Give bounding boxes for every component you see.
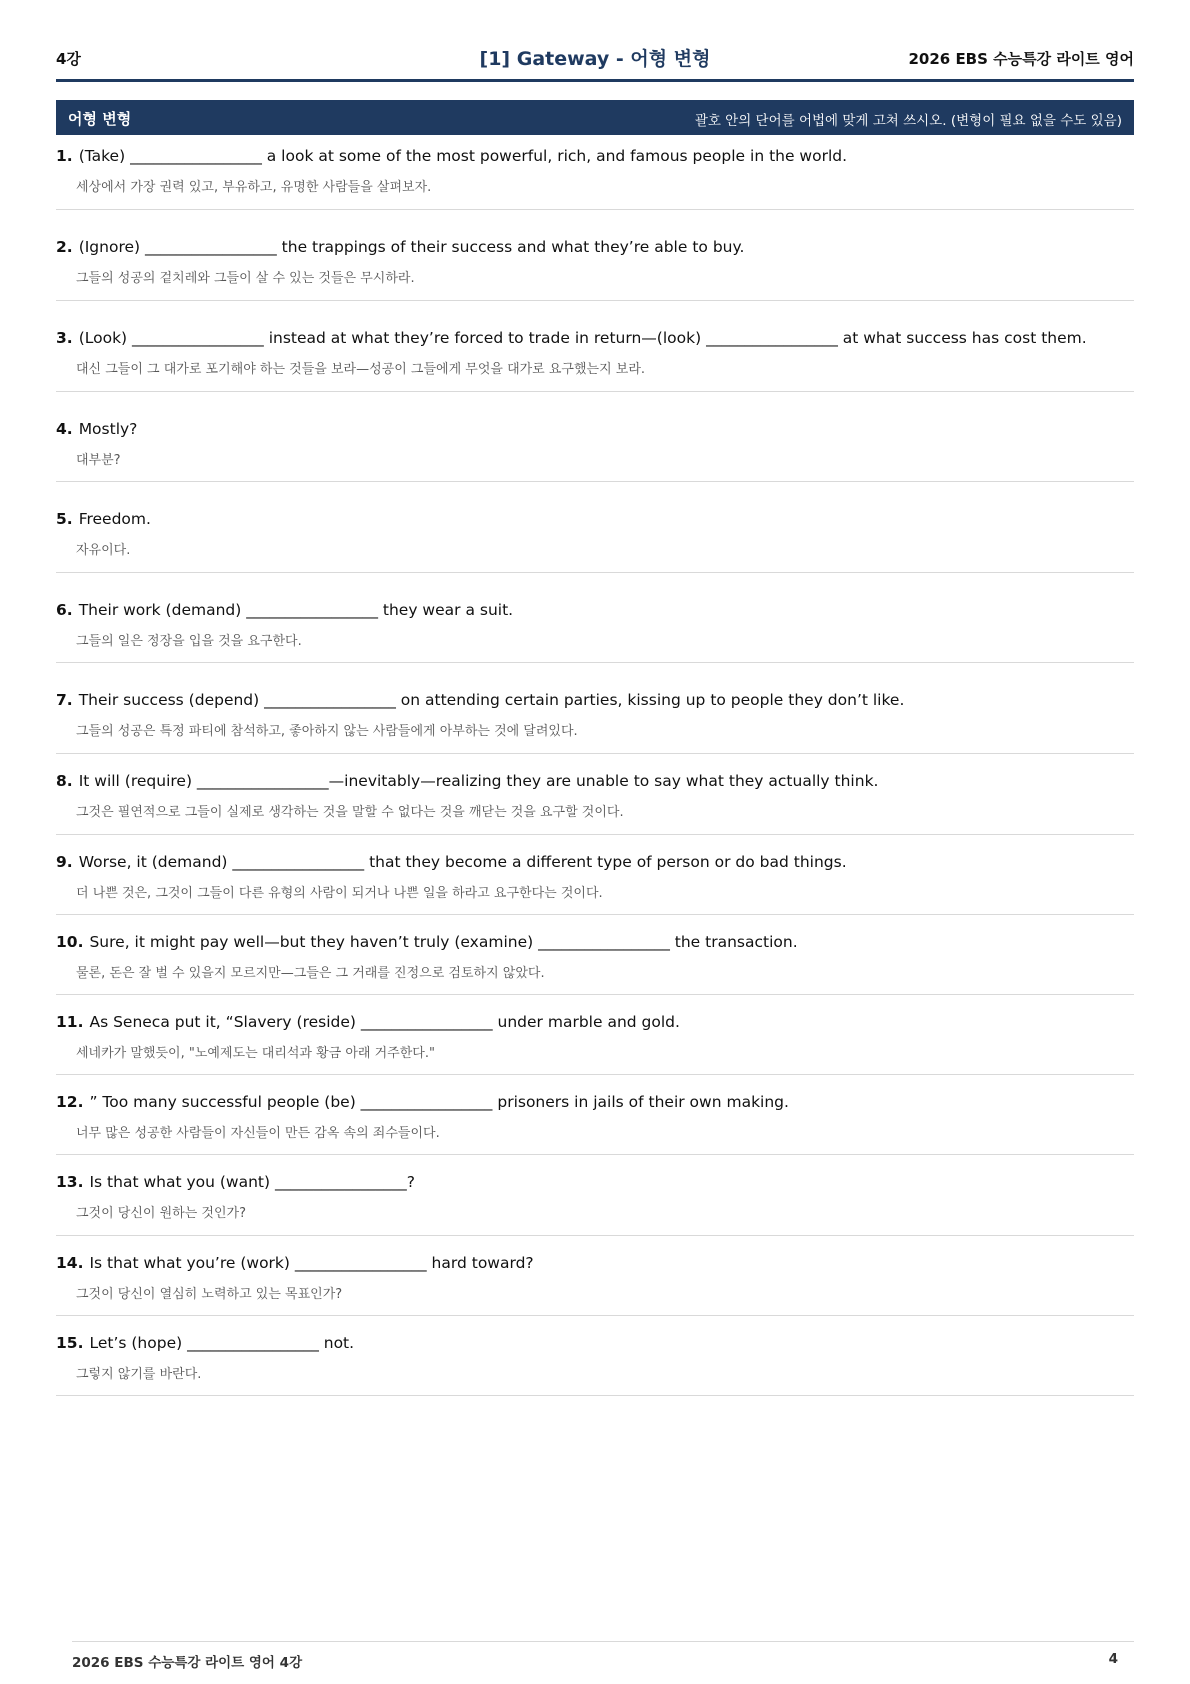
item-translation: 그들의 성공은 특정 파티에 참석하고, 좋아하지 않는 사람들에게 아부하는 것에 달려있다. — [76, 724, 578, 739]
item-text — [56, 1013, 680, 1031]
item-sentence: (Ignore) _________________ the trappings of their success and what they’re able to buy. — [78, 238, 745, 256]
list-item — [56, 301, 1134, 392]
list-item — [56, 210, 1134, 301]
list-item — [56, 915, 1134, 995]
item-text — [56, 933, 798, 951]
item-text — [56, 853, 847, 871]
item-translation: 그것은 필연적으로 그들이 실제로 생각하는 것을 말할 수 없다는 것을 깨닫는 것을 요구할 것이다. — [76, 805, 624, 820]
list-item — [56, 136, 1134, 210]
item-sentence: Freedom. — [78, 510, 151, 528]
item-text — [56, 772, 878, 790]
item-sentence: Their work (demand) _________________ they wear a suit. — [78, 601, 514, 619]
item-number: 10. — [56, 933, 84, 951]
item-translation: 그렇지 않기를 바란다. — [76, 1367, 202, 1382]
item-translation: 더 나쁜 것은, 그것이 그들이 다른 유형의 사람이 되거나 나쁜 일을 하라고 요구한다는 것이다. — [76, 886, 603, 901]
item-translation: 물론, 돈은 잘 벌 수 있을지 모르지만—그들은 그 거래를 진정으로 검토하지 않았다. — [76, 966, 545, 981]
item-text — [56, 1334, 354, 1352]
item-sentence: As Seneca put it, “Slavery (reside) _________________ under marble and gold. — [89, 1013, 680, 1031]
page-number: 4 — [1108, 1651, 1118, 1667]
footer-divider — [72, 1641, 1134, 1642]
item-sentence: ” Too many successful people (be) _________________ prisoners in jails of their own making. — [89, 1093, 789, 1111]
item-number: 3. — [56, 329, 73, 347]
item-sentence: Mostly? — [78, 420, 138, 438]
item-text — [56, 1173, 415, 1191]
item-number: 7. — [56, 691, 73, 709]
list-item — [56, 995, 1134, 1075]
item-text — [56, 691, 904, 709]
item-number: 6. — [56, 601, 73, 619]
item-number: 11. — [56, 1013, 84, 1031]
item-number: 1. — [56, 147, 73, 165]
item-number: 2. — [56, 238, 73, 256]
item-number: 9. — [56, 853, 73, 871]
section-instruction: 괄호 안의 단어를 어법에 맞게 고쳐 쓰시오. (변형이 필요 없을 수도 있음) — [694, 113, 1122, 129]
exercise-list — [56, 136, 1134, 1396]
item-number: 5. — [56, 510, 73, 528]
item-translation: 그들의 성공의 겉치레와 그들이 살 수 있는 것들은 무시하라. — [76, 271, 415, 286]
item-sentence: Worse, it (demand) _________________ that they become a different type of person or do bad things. — [78, 853, 847, 871]
item-number: 8. — [56, 772, 73, 790]
item-translation: 세상에서 가장 권력 있고, 부유하고, 유명한 사람들을 살펴보자. — [76, 180, 432, 195]
list-item — [56, 573, 1134, 663]
item-translation: 그것이 당신이 열심히 노력하고 있는 목표인가? — [76, 1287, 343, 1302]
list-item — [56, 392, 1134, 482]
page-header — [56, 44, 1134, 72]
item-number: 4. — [56, 420, 73, 438]
item-translation: 그것이 당신이 원하는 것인가? — [76, 1206, 246, 1221]
item-number: 12. — [56, 1093, 84, 1111]
item-sentence: It will (require) _________________—inevitably—realizing they are unable to say what they actually think. — [78, 772, 879, 790]
list-item — [56, 835, 1134, 915]
item-text — [56, 1093, 789, 1111]
list-item — [56, 1316, 1134, 1396]
list-item — [56, 754, 1134, 835]
section-bar — [56, 100, 1134, 135]
item-sentence: Let’s (hope) _________________ not. — [89, 1334, 355, 1352]
header-divider — [56, 79, 1134, 82]
list-item — [56, 1236, 1134, 1316]
section-title: 어형 변형 — [68, 110, 132, 128]
item-text — [56, 601, 513, 619]
item-number: 13. — [56, 1173, 84, 1191]
item-translation: 대신 그들이 그 대가로 포기해야 하는 것들을 보라—성공이 그들에게 무엇을 대가로 요구했는지 보라. — [76, 362, 646, 377]
item-text — [56, 1254, 534, 1272]
item-sentence: (Take) _________________ a look at some of the most powerful, rich, and famous people in the world. — [78, 147, 848, 165]
item-translation: 자유이다. — [76, 543, 131, 558]
item-text — [56, 238, 744, 256]
item-sentence: (Look) _________________ instead at what they’re forced to trade in return—(look) _________________ at what success has cost them. — [78, 329, 1087, 347]
item-translation: 그들의 일은 정장을 입을 것을 요구한다. — [76, 634, 302, 649]
item-text — [56, 510, 151, 528]
item-text — [56, 420, 137, 438]
lesson-label: 4강 — [56, 50, 81, 68]
item-text — [56, 147, 847, 165]
item-translation: 세네카가 말했듯이, "노예제도는 대리석과 황금 아래 거주한다." — [76, 1046, 435, 1061]
item-sentence: Sure, it might pay well—but they haven’t truly (examine) _________________ the transaction. — [89, 933, 798, 951]
list-item — [56, 1075, 1134, 1155]
list-item — [56, 1155, 1134, 1236]
item-number: 15. — [56, 1334, 84, 1352]
item-number: 14. — [56, 1254, 84, 1272]
item-sentence: Is that what you (want) _________________? — [89, 1173, 415, 1191]
item-translation: 너무 많은 성공한 사람들이 자신들이 만든 감옥 속의 죄수들이다. — [76, 1126, 440, 1141]
book-title: 2026 EBS 수능특강 라이트 영어 — [908, 50, 1134, 68]
item-sentence: Their success (depend) _________________ on attending certain parties, kissing up to people they don’t like. — [78, 691, 905, 709]
page-title: [1] Gateway - 어형 변형 — [479, 48, 711, 70]
item-sentence: Is that what you’re (work) _________________ hard toward? — [89, 1254, 534, 1272]
footer-book-title: 2026 EBS 수능특강 라이트 영어 4강 — [72, 1655, 303, 1671]
item-translation: 대부분? — [76, 453, 121, 468]
item-text — [56, 329, 1087, 347]
list-item — [56, 663, 1134, 754]
list-item — [56, 482, 1134, 573]
